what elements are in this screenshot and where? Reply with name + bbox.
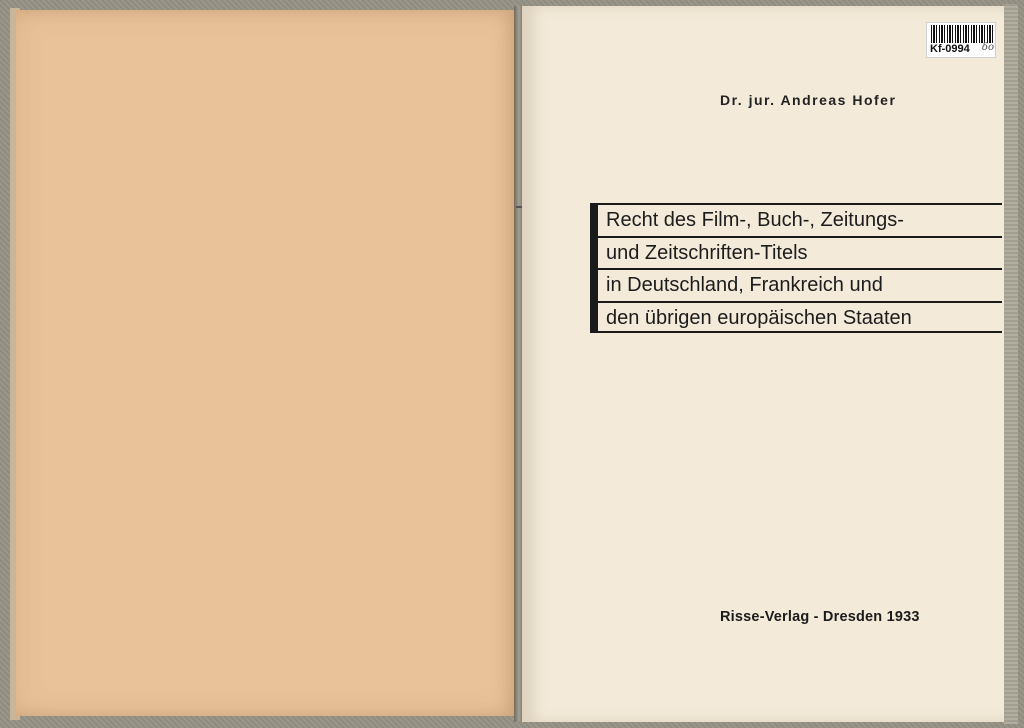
title-line-2: und Zeitschriften-Titels [598,236,1002,269]
right-page-edge [1004,4,1018,724]
show-through-text [556,130,936,165]
left-endpaper [16,10,518,716]
barcode-label [926,22,996,58]
author-name: Dr. jur. Andreas Hofer [720,92,897,108]
title-line-4: den übrigen europäischen Staaten [598,301,1002,334]
handwritten-mark: δο [982,42,995,53]
title-line-3: in Deutschland, Frankreich und [598,268,1002,301]
publisher-imprint: Risse-Verlag - Dresden 1933 [720,609,920,625]
barcode-icon [931,25,993,43]
title-bar-decoration [590,203,598,333]
shelf-mark: Kf-0994 [930,43,970,55]
title-line-1: Recht des Film-, Buch-, Zeitungs- [598,203,1002,236]
book-title [590,203,1002,333]
